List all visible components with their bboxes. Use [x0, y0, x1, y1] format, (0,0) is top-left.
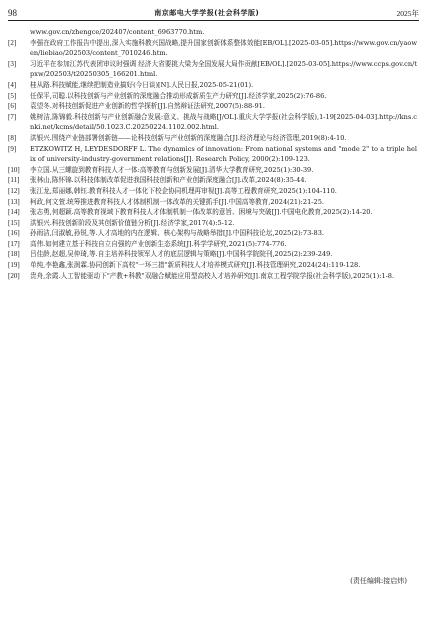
- reference-entry: [8, 38, 417, 59]
- reference-text: 姚树洁,陈锦毅.科技创新与产业创新融合发展:意义、挑战与战略[J/OL].重庆大学学报(社会科学版),1-19[2025-04-03].http://kns.cnki.net/kcms/detail/50.1023.C.20250224.1102.002.html.: [30, 112, 417, 132]
- reference-entry: [8, 197, 417, 208]
- reference-text: 袁望冬.对科技创新促进产业创新的哲学探析[J].自然辩证法研究,2007(5):88-91.: [30, 102, 265, 111]
- reference-number: [2]: [8, 38, 17, 47]
- reference-number: [11]: [8, 176, 20, 185]
- reference-text: 张志勇,何超颖.高等教育视域下教育科技人才体制机制一体改革的意旨、困境与突破[J].中国电化教育,2025(2):14-20.: [30, 208, 373, 217]
- journal-title: 南京邮电大学学报(社会科学版): [154, 9, 260, 17]
- reference-number: [9]: [8, 144, 17, 153]
- reference-entry: [8, 218, 417, 229]
- reference-number: [12]: [8, 186, 20, 195]
- reference-number: [8]: [8, 133, 17, 142]
- reference-entry: [8, 91, 417, 102]
- reference-number: [13]: [8, 197, 20, 206]
- page-number: 98: [8, 8, 17, 18]
- reference-text: 张林山,陈怀锦.以科技体制改革促进我国科技创新和产业创新深度融合[J].改革,2024(8):35-44.: [30, 176, 307, 185]
- reference-entry: [8, 207, 417, 218]
- reference-entry: [8, 165, 417, 176]
- reference-entry: [8, 80, 417, 91]
- reference-number: [20]: [8, 271, 20, 280]
- reference-text: 李强在政府工作报告中提出,深入实施科教兴国战略,提升国家创新体系整体效能[EB/OL].[2025-03-05].https://www.gov.cn/yaowen/liebiao/202503/content_7010246.htm.: [30, 38, 417, 58]
- reference-entry: [8, 112, 417, 133]
- reference-number: [19]: [8, 261, 20, 270]
- reference-number: [4]: [8, 80, 17, 89]
- reference-entry: [8, 59, 417, 80]
- reference-text: 桂从路.科技赋能,继续把制造业搞好(今日谈)[N].人民日报,2025-05-21(01).: [30, 80, 254, 89]
- reference-number: [15]: [8, 218, 20, 227]
- reference-entry: [8, 260, 417, 271]
- reference-entry: [8, 228, 417, 239]
- reference-number: [7]: [8, 112, 17, 121]
- reference-number: [6]: [8, 102, 17, 111]
- reference-text: 吕佳龄,赵超,吴仲琦,等.自主培养科技领军人才的底层逻辑与策略[J].中国科学院院刊,2025(2):239-249.: [30, 250, 333, 259]
- reference-entry: [8, 133, 417, 144]
- reference-continuation: www.gov.cn/zhengce/202407/content_6963770.htm.: [30, 28, 205, 36]
- reference-text: 洪银兴.围绕产业链部署创新链——论科技创新与产业创新的深度融合[J].经济理论与经济管理,2019(8):4-10.: [30, 133, 347, 142]
- reference-text: 单纯,李艳鑫,张润霖.协同创新下高校"一环三措"新质科技人才培养模式研究[J].科技管理研究,2024(24):119-128.: [30, 261, 361, 270]
- reference-entry: [8, 101, 417, 112]
- reference-entry: [8, 249, 417, 260]
- reference-text: 张江龙,郑丽娜,韩钰.教育科技人才一体化下校企协同机理再审视[J].高等工程教育研究,2025(1):104-110.: [30, 186, 337, 195]
- reference-text: 洪银兴.科技创新阶段及其创新价值链分析[J].经济学家,2017(4):5-12.: [30, 218, 235, 227]
- reference-text: ETZKOWITZ H, LEYDESDORFF L. The dynamics of innovation: From national systems and "mode 2" to a triple helix of university-industry-government relations[J]. Research Policy, 2000(2):109-123.: [30, 144, 417, 164]
- reference-text: 柯政,何文萱.统筹推进教育科技人才体制机制一体改革的关键抓手[J].中国高等教育,2024(21):21-25.: [30, 197, 324, 206]
- reference-text: 贵舟,余霞.人工智能驱动下"产教+科教"双融合赋能应用型高校人才培养研究[J].南京工程学院学报(社会科学版),2025(1):1-8.: [30, 271, 395, 280]
- reference-number: [17]: [8, 239, 20, 248]
- editor-note: (责任编辑:接启炜): [350, 577, 407, 585]
- reference-list: [8, 27, 417, 281]
- reference-text: 孙雨洁,闫淑敏,孙锐,等.人才高地的内在逻辑、核心架构与战略举措[J].中国科技论坛,2025(2):73-83.: [30, 229, 324, 238]
- reference-number: [18]: [8, 250, 20, 259]
- reference-number: [3]: [8, 59, 17, 68]
- reference-items: [8, 38, 417, 282]
- reference-text: 高伟.如何建立基于科技自立自强的产业创新生态系统[J].科学学研究,2021(5):774-776.: [30, 239, 287, 248]
- reference-text: 习近平在参加江苏代表团审议时强调 经济大省要挑大梁为全国发展大局作贡献[EB/OL].[2025-03-05].https://www.ccps.gov.cn/tpxw/202503/t20250305_166201.html.: [30, 59, 417, 79]
- reference-entry: [8, 144, 417, 165]
- reference-entry: [8, 239, 417, 250]
- journal-year: 2025年: [396, 8, 419, 18]
- reference-entry: [8, 271, 417, 282]
- reference-text: 李立国.从三螺旋到教育科技人才一体:高等教育与创新发展[J].清华大学教育研究,2025(1):30-39.: [30, 165, 314, 174]
- reference-number: [5]: [8, 91, 17, 100]
- reference-text: 任保平,司聪.以科技创新与产业创新的深度融合推动形成新质生产力研究[J].经济学家,2025(2):76-86.: [30, 91, 327, 100]
- reference-number: [10]: [8, 165, 20, 174]
- reference-number: [16]: [8, 229, 20, 238]
- reference-entry: [8, 186, 417, 197]
- reference-entry: [8, 175, 417, 186]
- running-header: [8, 6, 419, 21]
- reference-number: [14]: [8, 208, 20, 217]
